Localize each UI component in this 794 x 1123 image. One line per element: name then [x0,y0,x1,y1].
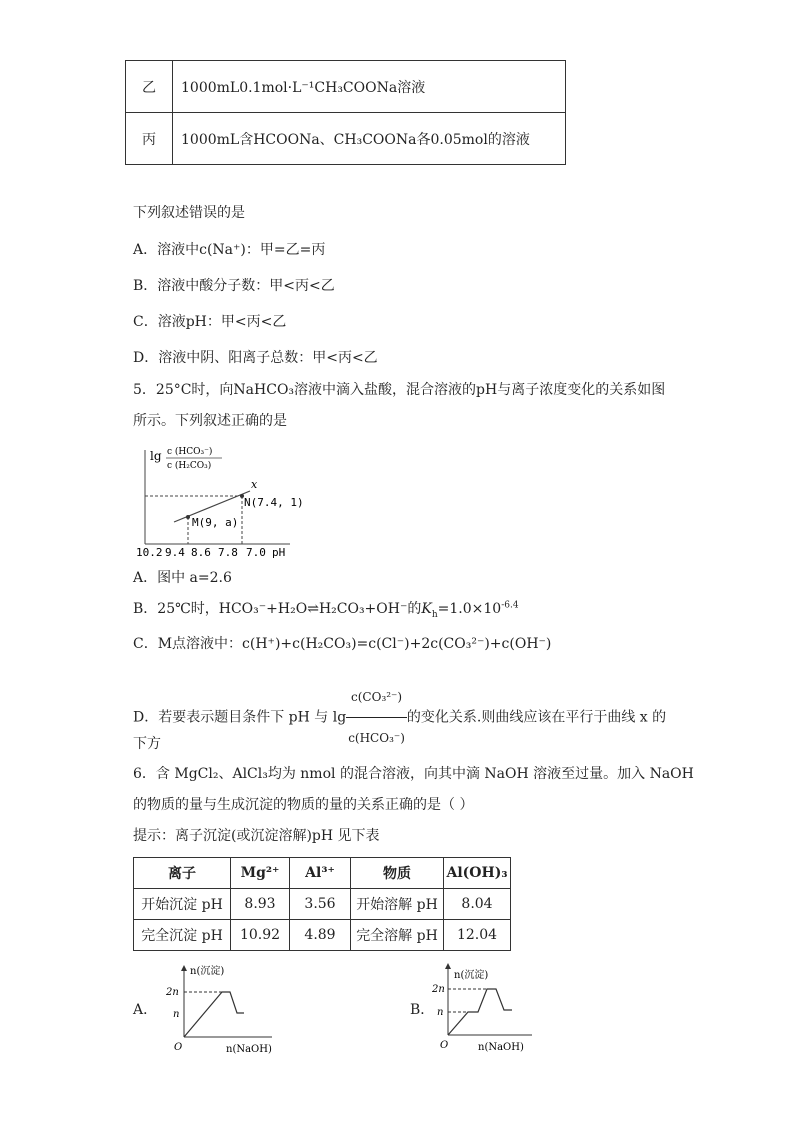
precipitation-ph-table [133,857,511,951]
q6-hint: 提示：离子沉淀(或沉淀溶解)pH 见下表 [133,828,380,844]
graph-a-rise [184,992,222,1037]
xtick-unit: pH [272,546,286,559]
q6-option-b-label: B． [410,1002,435,1018]
graph-a-y1-tick: n [173,1009,180,1020]
graph-b-y1-tick: n [437,1007,444,1018]
q6-graph-a [160,960,280,1060]
graph-b-xlabel: n(NaOH) [478,1042,524,1053]
table-cell: 10.92 [231,920,290,951]
q4-option-b: B．溶液中酸分子数：甲<丙<乙 [133,278,335,294]
solutions-table [125,60,566,165]
kh-symbol: K [421,601,432,617]
q5-option-d-tail: 下方 [133,736,161,752]
q4-option-d: D．溶液中阴、阳离子总数：甲<丙<乙 [133,350,378,366]
table-cell: 8.04 [444,889,511,920]
q5-option-b [133,599,519,619]
q5-option-c: C．M点溶液中：c(H⁺)+c(H₂CO₃)=c(Cl⁻)+2c(CO₃²⁻)+c(OH⁻) [133,636,552,652]
row-label: 乙 [126,61,173,113]
point-n-label: N(7.4, 1) [244,496,304,509]
q4-stem: 下列叙述错误的是 [133,205,245,221]
fraction-numerator: c(CO₃²⁻) [346,677,407,718]
q6-option-a-label: A． [133,1002,158,1018]
table-row [134,889,511,920]
row-label: 丙 [126,113,173,165]
table-cell: 完全溶解 pH [351,920,444,951]
graph-a-curve [222,992,244,1013]
table-cell: 8.93 [231,889,290,920]
graph-b-origin: O [440,1040,449,1051]
table-header-cell: 离子 [134,858,231,889]
q5-figure [130,440,310,565]
q5-stem-line2: 所示。下列叙述正确的是 [133,413,287,429]
q5-stem-line1: 5．25°C时，向NaHCO₃溶液中滴入盐酸，混合溶液的pH与离子浓度变化的关系如图 [133,382,666,398]
q6-stem-line2: 的物质的量与生成沉淀的物质的量的关系正确的是（ ） [133,797,474,813]
graph-a-origin: O [174,1042,183,1053]
table-row [126,113,566,165]
fraction-denominator: c(HCO₃⁻) [348,731,405,745]
q5-option-b-text2: H₂CO₃+OH⁻的 [318,601,422,617]
table-cell: 3.56 [290,889,351,920]
equilibrium-arrow: ⇌ [307,601,319,617]
table-cell: 开始溶解 pH [351,889,444,920]
curve-label-x: x [251,478,258,491]
kh-subscript: h [431,609,438,620]
ylabel-numerator: c (HCO₃⁻) [167,447,213,457]
q6-stem-line1: 6．含 MgCl₂、AlCl₃均为 nmol 的混合溶液，向其中滴 NaOH 溶液至过量。加入 NaOH [133,766,694,782]
table-row [126,61,566,113]
ylabel-denominator: c (H₂CO₃) [167,461,212,471]
graph-b-curve [448,989,512,1035]
xtick: 9.4 [165,546,185,559]
row-content: 1000mL含HCOONa、CH₃COONa各0.05mol的溶液 [173,113,566,165]
q5-option-d-prefix: D．若要表示题目条件下 pH 与 lg [133,709,347,726]
kh-exponent: -6.4 [501,600,519,611]
point-m-label: M(9, a) [192,516,239,529]
q4-option-a: A．溶液中c(Na⁺)：甲=乙=丙 [133,242,326,258]
graph-a-y2-tick: 2n [166,987,179,998]
q4-option-c: C．溶液pH：甲<丙<乙 [133,314,287,330]
ylabel-lg: lg [150,449,162,463]
xtick: 10.2 [136,546,163,559]
graph-b-y2-tick: 2n [432,984,445,995]
xtick: 7.0 [246,546,266,559]
xtick: 8.6 [191,546,211,559]
table-cell: 4.89 [290,920,351,951]
graph-a-xlabel: n(NaOH) [226,1044,272,1055]
table-cell: 开始沉淀 pH [134,889,231,920]
xtick: 7.8 [218,546,238,559]
table-header-cell: Al³⁺ [290,858,351,889]
q5-option-d-suffix: 的变化关系.则曲线应该在平行于曲线 x 的 [406,709,667,726]
row-content: 1000mL0.1mol·L⁻¹CH₃COONa溶液 [173,61,566,113]
table-cell: 12.04 [444,920,511,951]
table-header-cell: Al(OH)₃ [444,858,511,889]
table-row [134,920,511,951]
ratio-fraction [346,677,407,758]
q5-option-b-text1: B．25℃时，HCO₃⁻+H₂O [133,601,308,617]
table-cell: 完全沉淀 pH [134,920,231,951]
point-m [186,515,190,519]
table-row [134,858,511,889]
table-header-cell: 物质 [351,858,444,889]
q5-option-a: A．图中 a=2.6 [133,570,232,586]
graph-a-ylabel: n(沉淀) [190,966,225,977]
q5-option-d [133,677,666,758]
graph-b-ylabel: n(沉淀) [454,970,489,981]
kh-value: =1.0×10 [437,601,502,617]
q6-graph-b [432,960,552,1060]
table-header-cell: Mg²⁺ [231,858,290,889]
